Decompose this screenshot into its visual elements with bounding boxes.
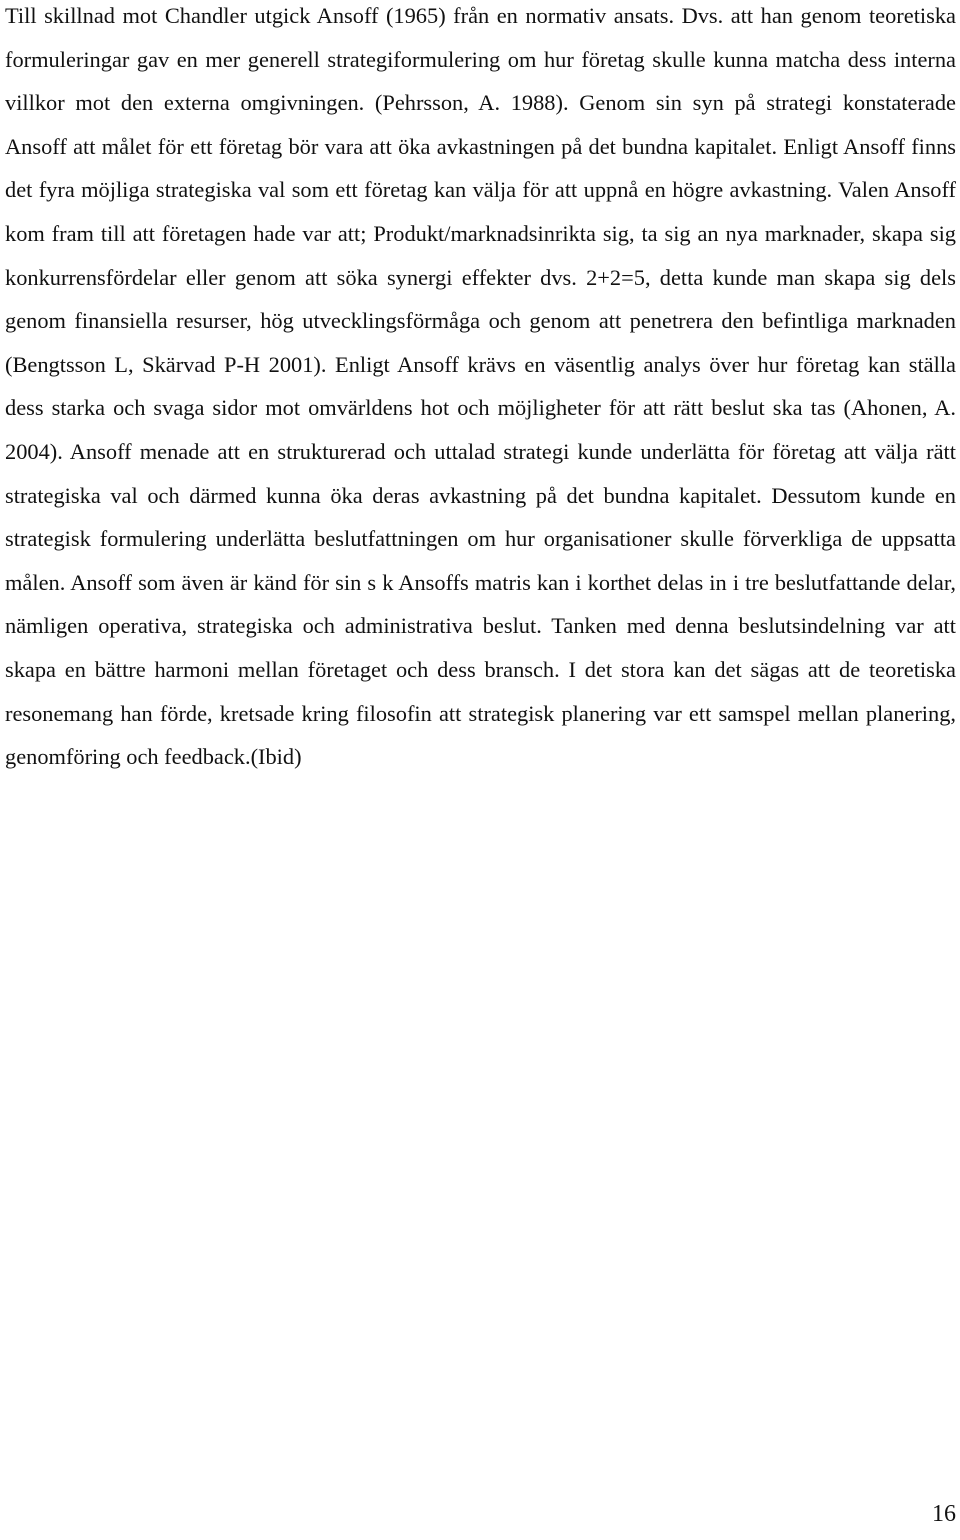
sentence-8: Ansoff som även är känd för sin s k Ansoffs matris kan i korthet delas in i tre beslutfattande delar, nämligen operativa, strategiska och administrativa beslut. <box>5 569 956 639</box>
sentence-4: Valen Ansoff kom fram till att företagen hade var att; Produkt/marknadsinrikta sig, ta sig an nya marknader, skapa sig konkurrensfördelar eller genom att söka synergi effekter dvs. 2+2=5, detta kunde man skapa sig dels genom finansiella resurser, hög utvecklingsförmåga och genom att penetrera den befintliga marknaden (Bengtsson L, Skärvad P-H 2001). <box>5 177 956 377</box>
sentence-10: I det stora kan det sägas att de teoretiska resonemang han förde, kretsade kring filosofin att strategisk planering var ett samspel mellan planering, genomföring och feedback.(Ibid) <box>5 656 956 770</box>
sentence-3: Enligt Ansoff finns det fyra möjliga strategiska val som ett företag kan välja för att uppnå en högre avkastning. <box>5 133 956 203</box>
sentence-9: Tanken med denna beslutsindelning var att skapa en bättre harmoni mellan företaget och dess bransch. <box>5 613 956 682</box>
sentence-1: Till skillnad mot Chandler utgick Ansoff (1965) från en normativ ansats. Dvs. att han genom teoretiska formuleringar gav en mer generell strategiformulering om hur företag skulle kunna matcha dess interna villkor mot den externa omgivningen. (Pehrsson, A. 1988). <box>5 3 956 116</box>
sentence-5: Enligt Ansoff krävs en väsentlig analys över hur företag kan ställa dess starka och svaga sidor mot omvärldens hot och möjligheter för att rätt beslut ska tas (Ahonen, A. 2004). <box>5 351 956 464</box>
sentence-2: Genom sin syn på strategi konstaterade Ansoff att målet för ett företag bör vara att öka avkastningen på det bundna kapitalet. <box>5 90 956 159</box>
body-paragraph <box>5 0 956 779</box>
page-number: 16 <box>932 1501 956 1527</box>
sentence-6: Ansoff menade att en strukturerad och uttalad strategi kunde underlätta för företag att välja rätt strategiska val och därmed kunna öka deras avkastning på det bundna kapitalet. <box>5 438 956 508</box>
sentence-7: Dessutom kunde en strategisk formulering underlätta beslutfattningen om hur organisationer skulle förverkliga de uppsatta målen. <box>5 482 956 595</box>
